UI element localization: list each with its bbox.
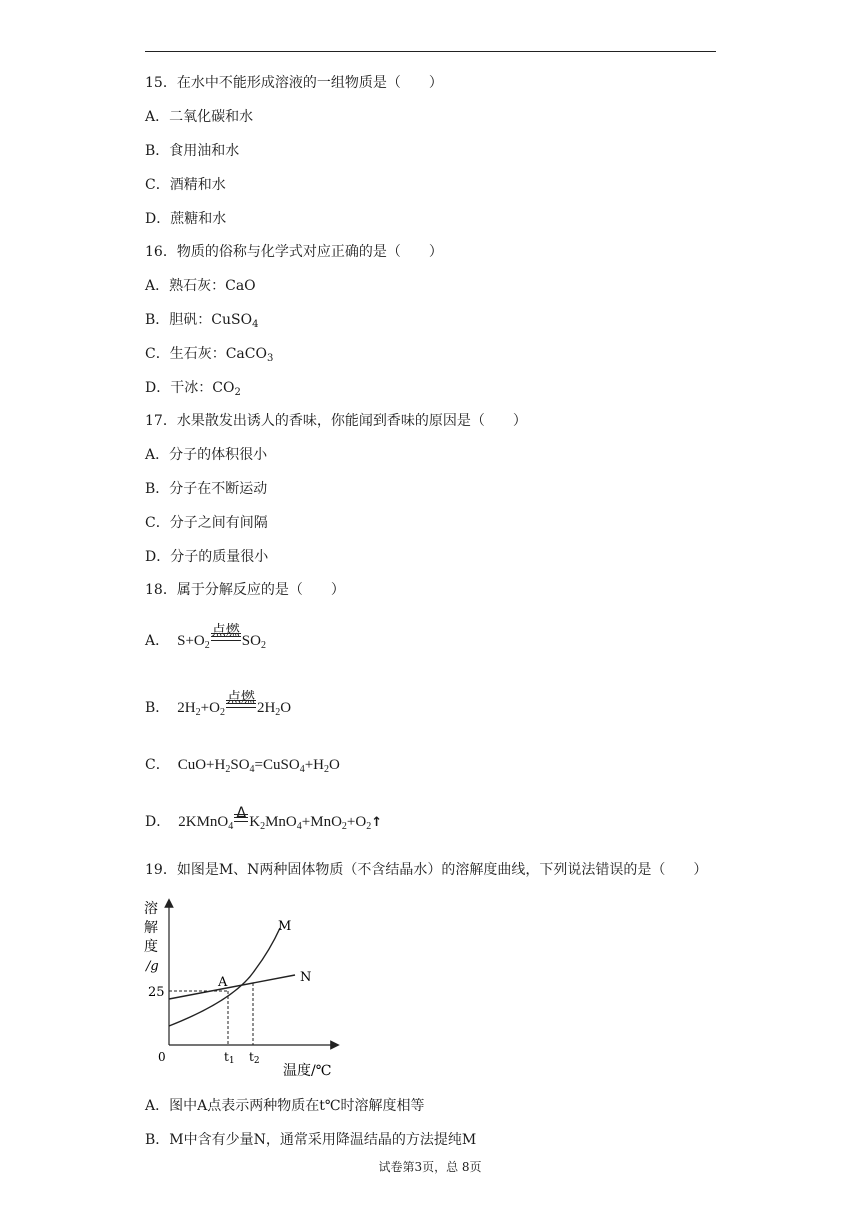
equation-c: $CuO+H_2SO_4=CuSO_4+H_2O$ [177, 757, 340, 775]
equation-a: $S+O_2$ 点燃 $SO_2$ [177, 633, 266, 649]
q18-option-a[interactable]: A． $S+O_2$ 点燃 $SO_2$ [145, 630, 266, 651]
origin-label: 0 [158, 1050, 166, 1064]
page-footer: 试卷第3页，总 8页 [378, 1160, 482, 1174]
solubility-chart [140, 895, 340, 1085]
q16-option-c[interactable]: C．生石灰：CaCO$_3$ [145, 346, 274, 364]
ignite-condition: 点燃 [211, 623, 240, 639]
q16-option-b[interactable]: B．胆矾：CuSO$_4$ [145, 312, 259, 330]
q19-option-b[interactable]: B．M中含有少量N，通常采用降温结晶的方法提纯M [145, 1132, 477, 1148]
q19-stem: 19．如图是M、N两种固体物质（不含结晶水）的溶解度曲线，下列说法错误的是（ ） [145, 862, 708, 878]
label-n: N [300, 970, 312, 985]
y-label-2: 解 [144, 920, 158, 936]
x-axis-label: 温度/℃ [283, 1063, 332, 1079]
y-label-1: 溶 [144, 901, 158, 917]
q18-option-b[interactable]: B． $2H_2+O_2$ 点燃 $2H_2O$ [145, 697, 291, 718]
q17-option-b[interactable]: B．分子在不断运动 [145, 481, 268, 497]
point-a-label: A [218, 975, 228, 990]
equation-d: 2KMnO$_4$ Δ $K_2MnO_4+MnO_2+O_2↑$ [178, 805, 383, 832]
y-tick-25: 25 [148, 985, 165, 1000]
curve-n [169, 975, 295, 999]
q15-option-a[interactable]: A．二氧化碳和水 [145, 109, 254, 125]
q19-option-a[interactable]: A．图中A点表示两种物质在t℃时溶解度相等 [145, 1098, 425, 1114]
y-label-3: 度 [144, 939, 158, 955]
q15-option-d[interactable]: D．蔗糖和水 [145, 211, 227, 227]
q17-option-c[interactable]: C．分子之间有间隔 [145, 515, 268, 531]
q15-option-b[interactable]: B．食用油和水 [145, 143, 240, 159]
equation-b: $2H_2+O_2$ 点燃 $2H_2O$ [177, 700, 291, 716]
q17-option-d[interactable]: D．分子的质量很小 [145, 549, 269, 565]
q15-option-c[interactable]: C．酒精和水 [145, 177, 226, 193]
header-rule [145, 51, 716, 52]
q16-formula-a: CaO [225, 278, 256, 294]
q18-option-c[interactable]: C． $CuO+H_2SO_4=CuSO_4+H_2O$ [145, 757, 340, 775]
q16-option-d[interactable]: D．干冰：$CO_2$ [145, 380, 241, 398]
q16-stem: 16．物质的俗称与化学式对应正确的是（ ） [145, 244, 443, 260]
label-m: M [278, 919, 292, 934]
q17-option-a[interactable]: A．分子的体积很小 [145, 447, 268, 463]
gas-arrow-icon: ↑ [371, 815, 383, 830]
heat-condition: Δ [236, 805, 247, 821]
y-label-4: /g [146, 959, 159, 974]
x-tick-t1: t1 [224, 1050, 235, 1066]
q15-stem: 15．在水中不能形成溶液的一组物质是（ ） [145, 75, 443, 91]
q18-stem: 18．属于分解反应的是（ ） [145, 582, 345, 598]
q16-option-a[interactable]: A．熟石灰：CaO [145, 278, 256, 294]
q17-stem: 17．水果散发出诱人的香味，你能闻到香味的原因是（ ） [145, 413, 527, 429]
q18-option-d[interactable]: D． 2KMnO$_4$ Δ $K_2MnO_4+MnO_2+O_2↑$ [145, 805, 383, 832]
ignite-condition: 点燃 [226, 690, 255, 706]
x-tick-t2: t2 [249, 1050, 260, 1066]
